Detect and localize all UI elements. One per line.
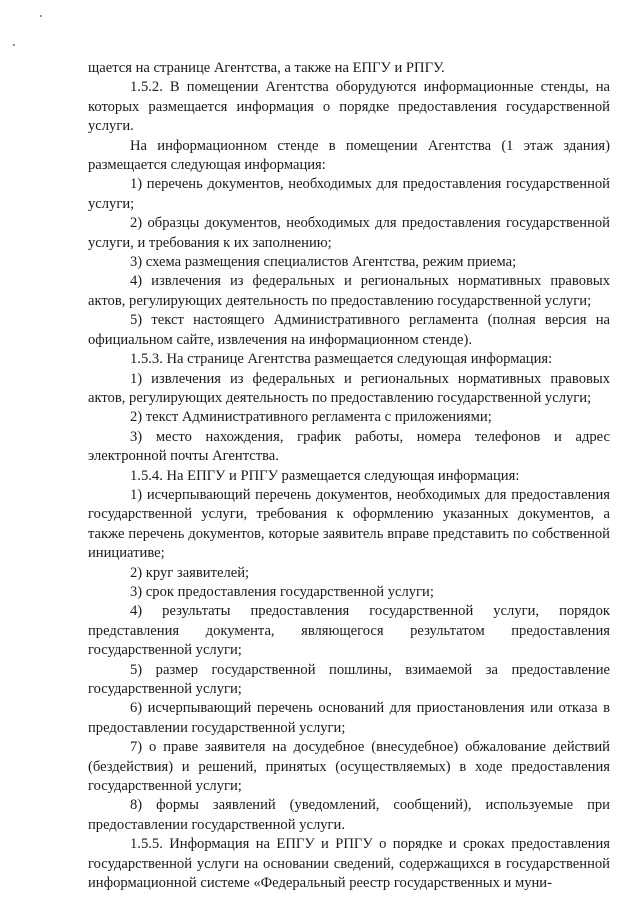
- list-item: 1) извлечения из федеральных и региональных нормативных правовых актов, регулирующих деятельность по предоставлению государственной услуги;: [88, 370, 610, 406]
- paragraph: 1.5.3. На странице Агентства размещается следующая информация:: [130, 351, 553, 368]
- paragraph: 1.5.2. В помещении Агентства оборудуются информационные стенды, на которых размещается информация о порядке предоставления государственной услуги.: [88, 79, 610, 135]
- list-item: 5) текст настоящего Административного регламента (полная версия на официальном сайте, извлечения на информационном стенде).: [88, 312, 610, 348]
- list-item: 2) текст Административного регламента с приложениями;: [130, 409, 492, 426]
- paragraph: 1.5.5. Информация на ЕПГУ и РПГУ о порядке и сроках предоставления государственной услуги на основании сведений, содержащихся в государственной информационной системе «Федеральный реестр государственных и муни-: [88, 836, 610, 892]
- list-item: 4) извлечения из федеральных и региональных нормативных правовых актов, регулирующих деятельность по предоставлению государственной услуги;: [88, 273, 610, 309]
- list-item: 3) схема размещения специалистов Агентства, режим приема;: [130, 254, 517, 271]
- paragraph: щается на странице Агентства, а также на ЕПГУ и РПГУ.: [88, 60, 445, 76]
- list-item: 6) исчерпывающий перечень оснований для приостановления или отказа в предоставлении государственной услуги;: [88, 700, 610, 736]
- scan-artifact-dot: [40, 15, 42, 17]
- list-item: 7) о праве заявителя на досудебное (внесудебное) обжалование действий (бездействия) и решений, принятых (осуществляемых) в ходе предоставления государственной услуги;: [88, 739, 610, 795]
- list-item: 8) формы заявлений (уведомлений, сообщений), используемые при предоставлении государственной услуги.: [88, 797, 610, 833]
- list-item: 5) размер государственной пошлины, взимаемой за предоставление государственной услуги;: [88, 661, 610, 697]
- document-body: [88, 59, 610, 893]
- list-item: 4) результаты предоставления государственной услуги, порядок представления документа, являющегося результатом предоставления государственной услуги;: [88, 603, 610, 659]
- list-item: 1) исчерпывающий перечень документов, необходимых для предоставления государственной услуги, требования к оформлению указанных документов, а также перечень документов, которые заявитель вправе представить по собственной инициативе;: [88, 486, 610, 562]
- paragraph: 1.5.4. На ЕПГУ и РПГУ размещается следующая информация:: [130, 467, 520, 484]
- list-item: 1) перечень документов, необходимых для предоставления государственной услуги;: [88, 176, 610, 212]
- list-item: 2) круг заявителей;: [130, 564, 250, 581]
- scan-artifact-dot: [13, 44, 15, 46]
- list-item: 2) образцы документов, необходимых для предоставления государственной услуги, и требования к их заполнению;: [88, 215, 610, 251]
- paragraph: На информационном стенде в помещении Агентства (1 этаж здания) размещается следующая информация:: [88, 137, 610, 174]
- list-item: 3) срок предоставления государственной услуги;: [130, 583, 434, 600]
- list-item: 3) место нахождения, график работы, номера телефонов и адрес электронной почты Агентства.: [88, 428, 610, 465]
